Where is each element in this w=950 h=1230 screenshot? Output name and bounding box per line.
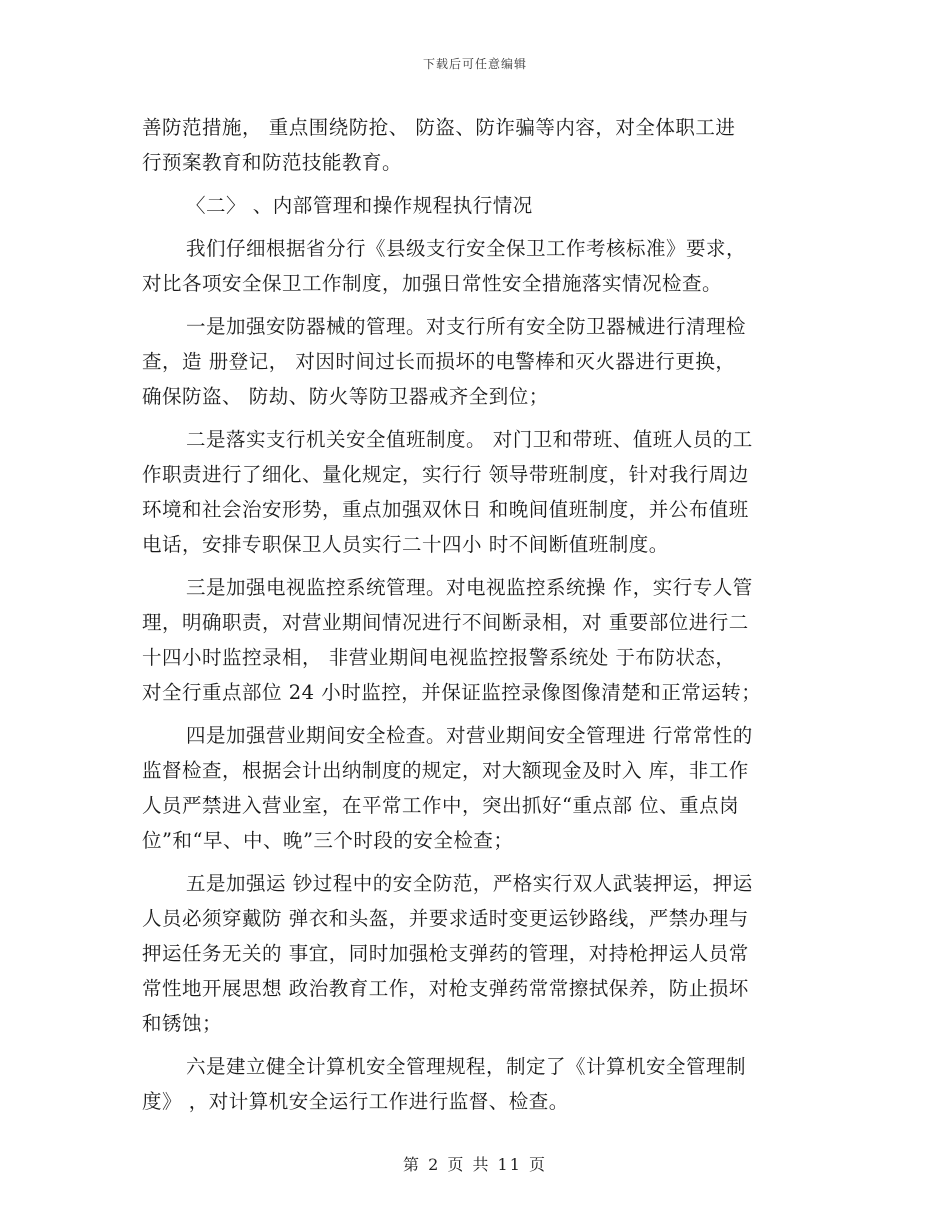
text-line: 查，造 册登记， 对因时间过长而损坏的电警棒和灭火器进行更换， [142, 350, 736, 373]
text-line: 对全行重点部位 24 小时监控，并保证监控录像图像清楚和正常运转； [142, 681, 762, 704]
text-line: 度》 ，对计算机安全运行工作进行监督、检查。 [142, 1090, 569, 1113]
paragraph-3 [142, 309, 812, 414]
text-line: 我们仔细根据省分行《县级支行安全保卫工作考核标准》要求， [186, 237, 747, 260]
text-line: 六是建立健全计算机安全管理规程，制定了《计算机安全管理制 [186, 1055, 747, 1078]
text-line: 常性地开展思想 政治教育工作，对枪支弹药常常擦拭保养，防止损坏 [142, 977, 749, 1000]
text-line: 理，明确职责，对营业期间情况进行不间断录相，对 重要部位进行二 [142, 611, 749, 634]
text-line: 环境和社会治安形势，重点加强双休日 和晚间值班制度，并公布值班 [142, 498, 749, 521]
text-line: 确保防盗、 防劫、防火等防卫器戒齐全到位； [142, 385, 549, 408]
text-line: 押运任务无关的 事宜，同时加强枪支弹药的管理，对持枪押运人员常 [142, 942, 749, 965]
text-line: 作职责进行了细化、量化规定，实行行 领导带班制度，针对我行周边 [142, 463, 749, 486]
text-line: 电话，安排专职保卫人员实行二十四小 时不间断值班制度。 [142, 533, 669, 556]
text-line: 人员必须穿戴防 弹衣和头盔，并要求适时变更运钞路线，严禁办理与 [142, 907, 749, 930]
paragraph-1 [142, 110, 812, 180]
paragraph-7 [142, 866, 812, 1041]
text-line: 善防范措施， 重点围绕防抢、 防盗、防诈骗等内容，对全体职工进 [142, 116, 736, 139]
text-line: 和锈蚀； [142, 1012, 223, 1035]
paragraph-4 [142, 422, 812, 562]
text-line: 五是加强运 钞过程中的安全防范，严格实行双人武装押运，押运 [186, 872, 753, 895]
paragraph-5 [142, 570, 812, 710]
text-line: 对比各项安全保卫工作制度，加强日常性安全措施落实情况检查。 [142, 272, 723, 295]
page-footer: 第 2 页 共 11 页 [403, 1155, 547, 1174]
paragraph-8 [142, 1049, 812, 1119]
text-line: 行预案教育和防范技能教育。 [142, 151, 403, 174]
text-line: 三是加强电视监控系统管理。对电视监控系统操 作，实行专人管 [186, 576, 753, 599]
text-line: 位”和“早、中、晚”三个时段的安全检查； [142, 829, 514, 852]
text-line: 四是加强营业期间安全检查。对营业期间安全管理进 行常常性的 [186, 724, 753, 747]
paragraph-2 [142, 231, 812, 301]
text-line: 一是加强安防器械的管理。对支行所有安全防卫器械进行清理检 [186, 315, 747, 338]
text-line: 监督检查，根据会计出纳制度的规定，对大额现金及时入 库，非工作 [142, 759, 749, 782]
document-body [142, 110, 812, 1127]
section-heading: 〈二〉 、内部管理和操作规程执行情况 [186, 194, 533, 217]
paragraph-6 [142, 718, 812, 858]
text-line: 二是落实支行机关安全值班制度。 对门卫和带班、值班人员的工 [186, 428, 753, 451]
text-line: 十四小时监控录相， 非营业期间电视监控报警系统处 于布防状态， [142, 646, 736, 669]
page-header: 下载后可任意编辑 [422, 57, 527, 71]
text-line: 人员严禁进入营业室，在平常工作中，突出抓好“重点部 位、重点岗 [142, 794, 740, 817]
